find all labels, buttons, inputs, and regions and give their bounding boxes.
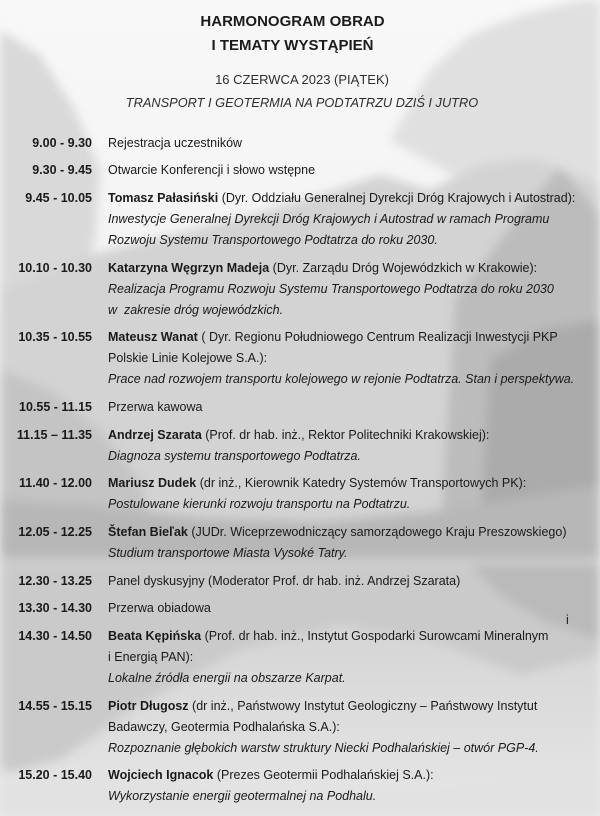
speaker-name: Wojciech Ignacok <box>108 768 214 783</box>
session-body <box>108 327 574 390</box>
conference-subtitle: TRANSPORT I GEOTERMIA NA PODTATRZU DZIŚ I JUTRO <box>125 95 479 110</box>
speaker-affiliation: (Prof. dr hab. inż., Instytut Gospodarki Surowcami Mineralnym <box>204 629 549 644</box>
stray-character: i <box>566 613 569 627</box>
speaker-affiliation: (dr inż., Kierownik Katedry Systemów Transportowych PK): <box>199 476 527 491</box>
schedule-row <box>0 425 600 467</box>
time-slot: 11.15 – 11.35 <box>16 427 92 442</box>
schedule-list <box>0 133 600 815</box>
time-slot: 10.55 - 11.15 <box>19 399 92 414</box>
time-slot: 10.35 - 10.55 <box>18 330 92 345</box>
speaker-line <box>108 425 489 446</box>
talk-title: Lokalne źródła energii na obszarze Karpat. <box>108 671 346 686</box>
speaker-line <box>108 626 548 647</box>
speaker-name: Tomasz Pałasiński <box>108 190 219 205</box>
speaker-affiliation: (Prezes Geotermii Podhalańskiej S.A.): <box>216 768 434 783</box>
time-slot: 10.10 - 10.30 <box>18 260 92 275</box>
speaker-name: Piotr Długosz <box>108 698 189 713</box>
speaker-affiliation: Badawczy, Geotermia Podhalańska S.A.): <box>108 719 340 734</box>
session-title: Rejestracja uczestników <box>108 135 243 150</box>
session-title: Otwarcie Konferencji i słowo wstępne <box>108 163 316 178</box>
speaker-line <box>108 765 434 786</box>
time-slot: 12.05 - 12.25 <box>18 525 92 539</box>
event-date: 16 CZERWCA 2023 (PIĄTEK) <box>215 72 389 87</box>
speaker-line <box>108 258 554 279</box>
schedule-row <box>0 598 600 619</box>
speaker-affiliation: Polskie Linie Kolejowe S.A.): <box>108 351 268 366</box>
session-body <box>108 522 566 564</box>
time-slot: 12.30 - 13.25 <box>18 573 92 588</box>
time-slot: 13.30 - 14.30 <box>18 601 92 616</box>
schedule-row <box>0 327 600 390</box>
session-body <box>108 571 460 592</box>
session-body <box>108 473 526 515</box>
time-slot: 14.55 - 15.15 <box>18 698 92 713</box>
talk-title: Realizacja Programu Rozwoju Systemu Transportowego Podtatrza do roku 2030 <box>108 281 554 296</box>
schedule-row <box>0 522 600 564</box>
speaker-name: Katarzyna Węgrzyn Madeja <box>108 260 270 275</box>
schedule-row <box>0 258 600 321</box>
time-slot: 11.40 - 12.00 <box>19 476 92 491</box>
schedule-row <box>0 626 600 689</box>
session-body <box>108 133 242 154</box>
speaker-affiliation: (Dyr. Oddziału Generalnej Dyrekcji Dróg Krajowych i Autostrad): <box>221 190 576 205</box>
speaker-line <box>108 522 566 543</box>
speaker-name: Mateusz Wanat <box>108 330 198 345</box>
schedule-row <box>0 397 600 418</box>
session-body <box>108 188 575 251</box>
page-title: HARMONOGRAM OBRAD <box>200 13 385 30</box>
schedule-row <box>0 188 600 251</box>
talk-title: Studium transportowe Miasta Vysoké Tatry. <box>108 546 348 560</box>
talk-title: Wykorzystanie energii geotermalnej na Podhalu. <box>108 789 377 804</box>
schedule-row <box>0 133 600 154</box>
schedule-row <box>0 160 600 181</box>
session-body <box>108 696 539 759</box>
speaker-affiliation: ( Dyr. Regionu Południowego Centrum Realizacji Inwestycji PKP <box>201 330 558 345</box>
schedule-row <box>0 696 600 759</box>
session-body <box>108 598 211 619</box>
speaker-name: Beata Kępińska <box>108 629 202 644</box>
speaker-line <box>108 327 574 348</box>
schedule-row <box>0 571 600 592</box>
time-slot: 9.00 - 9.30 <box>32 135 92 150</box>
page-title-line-2: I TEMATY WYSTĄPIEŃ <box>211 37 374 54</box>
session-body <box>108 160 315 181</box>
time-slot: 15.20 - 15.40 <box>18 768 92 783</box>
time-slot: 9.30 - 9.45 <box>32 163 92 178</box>
session-body <box>108 425 489 467</box>
talk-title: Diagnoza systemu transportowego Podtatrza. <box>108 448 361 463</box>
speaker-name: Mariusz Dudek <box>108 476 197 491</box>
session-body <box>108 626 548 689</box>
speaker-affiliation: i Energią PAN): <box>108 650 194 665</box>
talk-title: Rozwoju Systemu Transportowego Podtatrza do roku 2030. <box>108 232 438 247</box>
talk-title: Prace nad rozwojem transportu kolejowego w rejonie Podtatrza. Stan i perspektywa. <box>108 372 575 387</box>
speaker-affiliation: (JUDr. Wiceprzewodniczący samorządowego Kraju Preszowskiego) <box>191 525 567 539</box>
talk-title: Rozpoznanie głębokich warstw struktury Niecki Podhalańskiej – otwór PGP-4. <box>108 740 539 755</box>
schedule-row <box>0 765 600 807</box>
talk-title: Inwestycje Generalnej Dyrekcji Dróg Krajowych i Autostrad w ramach Programu <box>108 211 550 226</box>
schedule-row <box>0 473 600 515</box>
speaker-name: Andrzej Szarata <box>108 427 202 442</box>
speaker-affiliation: (Dyr. Zarządu Dróg Wojewódzkich w Krakowie): <box>272 260 538 275</box>
speaker-line <box>108 473 526 494</box>
session-title: Panel dyskusyjny (Moderator Prof. dr hab. inż. Andrzej Szarata) <box>108 573 461 588</box>
talk-title: Postulowane kierunki rozwoju transportu na Podtatrzu. <box>108 497 411 512</box>
session-title: Przerwa obiadowa <box>108 601 211 616</box>
talk-title: w zakresie dróg wojewódzkich. <box>108 302 284 317</box>
speaker-affiliation: (Prof. dr hab. inż., Rektor Politechniki Krakowskiej): <box>205 427 490 442</box>
speaker-name: Štefan Bieľak <box>108 525 188 539</box>
session-body <box>108 397 202 418</box>
session-body <box>108 258 554 321</box>
time-slot: 14.30 - 14.50 <box>18 629 92 644</box>
session-title: Przerwa kawowa <box>108 399 203 414</box>
speaker-affiliation: (dr inż., Państwowy Instytut Geologiczny – Państwowy Instytut <box>192 698 538 713</box>
speaker-line <box>108 696 539 717</box>
time-slot: 9.45 - 10.05 <box>25 190 92 205</box>
session-body <box>108 765 434 807</box>
speaker-line <box>108 188 575 209</box>
